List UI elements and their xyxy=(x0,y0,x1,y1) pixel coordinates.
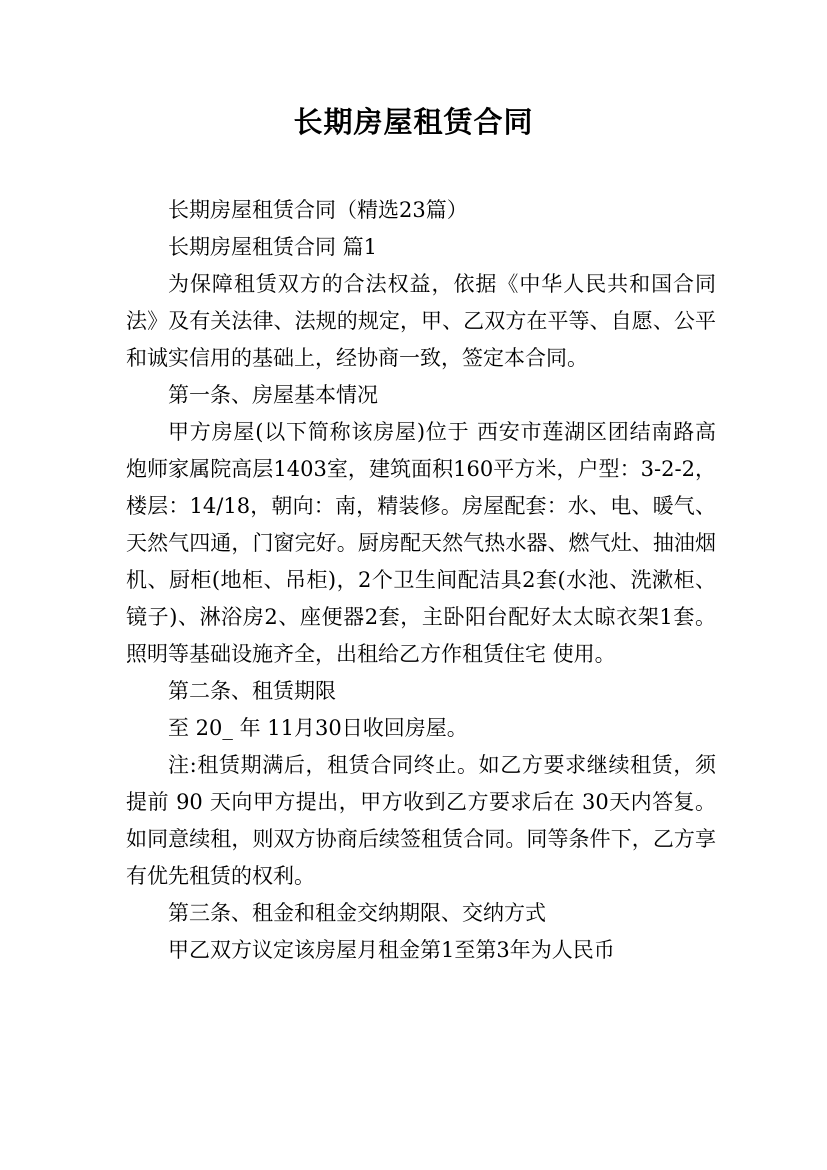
paragraph-article-2-term: 至 20_ 年 11月30日收回房屋。 xyxy=(168,716,468,740)
document-title: 长期房屋租赁合同 xyxy=(293,105,534,139)
paragraph-article-2-heading: 第二条、租赁期限 xyxy=(168,679,336,703)
paragraph-article-1-body: 甲方房屋(以下简称该房屋)位于 西安市莲湖区团结南路高炮师家属院高层1403室，建筑面积160平方米，户型：3-2-2，楼层：14/18，朝向：南，精装修。房屋配套：水、电、暖气、天然气四通，门窗完好。厨房配天然气热水器、燃气灶、抽油烟机、厨柜(地柜、吊柜)，2个卫生间配洁具2套(水池、洗漱柜、镜子)、淋浴房2、座便器2套，主卧阳台配好太太晾衣架1套。照明等基础设施齐全，出租给乙方作租赁住宅 使用。 xyxy=(126,420,716,666)
paragraph-article-3-body: 甲乙双方议定该房屋月租金第1至第3年为人民币 xyxy=(168,938,615,962)
paragraph-article-2-note: 注:租赁期满后，租赁合同终止。如乙方要求继续租赁，须提前 90 天向甲方提出，甲方收到乙方要求后在 30天内答复。如同意续租，则双方协商后续签租赁合同。同等条件下，乙方享有优先租赁的权利。 xyxy=(126,753,716,888)
document-body xyxy=(126,192,716,969)
paragraph-section-heading: 长期房屋租赁合同 篇1 xyxy=(168,235,378,259)
paragraph-article-1-heading: 第一条、房屋基本情况 xyxy=(168,383,378,407)
paragraph-article-3-heading: 第三条、租金和租金交纳期限、交纳方式 xyxy=(168,901,546,925)
paragraph-subtitle: 长期房屋租赁合同（精选23篇） xyxy=(168,198,468,222)
paragraph-preamble: 为保障租赁双方的合法权益，依据《中华人民共和国合同法》及有关法律、法规的规定，甲、乙双方在平等、自愿、公平和诚实信用的基础上，经协商一致，签定本合同。 xyxy=(126,272,716,370)
